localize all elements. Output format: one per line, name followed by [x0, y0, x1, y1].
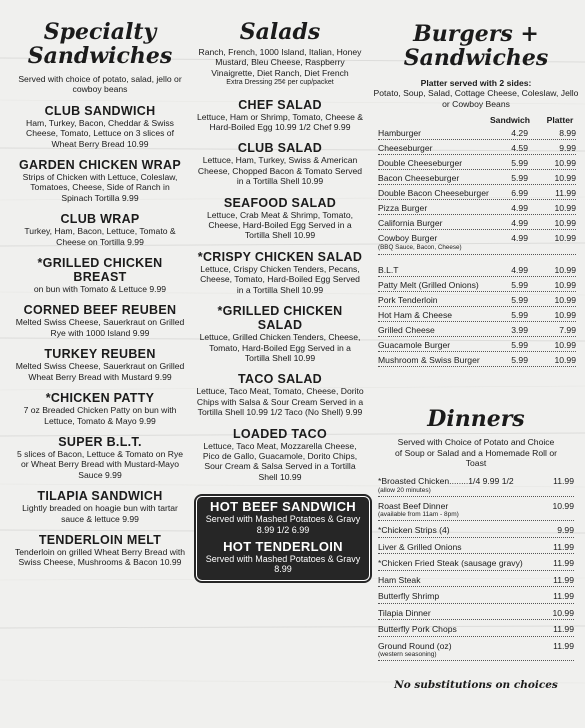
dinner-row	[378, 641, 574, 662]
item-name: CLUB SALAD	[237, 141, 323, 156]
platter-price: 9.99	[559, 143, 576, 154]
item-name: SEAFOOD SALAD	[223, 195, 337, 210]
item-name: TURKEY REUBEN	[44, 347, 156, 362]
menu-item	[14, 533, 186, 568]
sandwich-price: 4.99	[511, 203, 528, 214]
burger-line	[378, 188, 576, 198]
item-name: TILAPIA SANDWICH	[37, 489, 163, 504]
burger-row	[378, 295, 576, 307]
burger-name: Double Cheeseburger	[378, 158, 463, 169]
dinner-name: Butterfly Pork Chops	[378, 624, 457, 635]
no-substitutions-note: No substitutions on choices	[394, 679, 558, 692]
platter-price: 8.99	[559, 128, 576, 139]
item-name: HOT BEEF SANDWICH	[210, 499, 356, 515]
burger-row	[378, 128, 576, 140]
burger-line	[378, 295, 576, 305]
menu-item	[196, 427, 364, 483]
burger-note: (BBQ Sauce, Bacon, Cheese)	[378, 244, 462, 252]
platter-subtitle: Platter served with 2 sides:	[420, 78, 532, 88]
burger-name: Pork Tenderloin	[378, 295, 438, 306]
dinner-line	[378, 608, 574, 619]
item-description: Melted Swiss Cheese, Sauerkraut on Grilled Wheat Berry Bread with Mustard 9.99	[15, 361, 185, 382]
item-description: Melted Swiss Cheese, Sauerkraut on Grilled Rye with 1000 Island 9.99	[15, 317, 185, 338]
dinner-line	[378, 501, 574, 512]
burger-line	[378, 128, 576, 138]
dinner-row	[378, 575, 574, 588]
item-name: GARDEN CHICKEN WRAP	[19, 158, 181, 173]
dinner-row	[378, 624, 574, 637]
dinners-subtitle: Served with Choice of Potato and Choice of Soup or Salad and a Homemade Roll or Toast	[395, 437, 557, 469]
item-name: *GRILLED CHICKEN SALAD	[217, 304, 343, 333]
platter-price: 10.99	[554, 310, 576, 321]
dinner-line	[378, 558, 574, 569]
burger-row	[378, 355, 576, 367]
platter-price: 11.99	[555, 188, 576, 199]
burger-line	[378, 355, 576, 365]
sandwich-price: 5.99	[511, 295, 528, 306]
sandwich-price: 4.99	[511, 218, 528, 229]
item-name: CHEF SALAD	[238, 97, 322, 112]
platter-price: 10.99	[554, 173, 576, 184]
burger-line	[378, 218, 576, 228]
item-description: Lettuce, Grilled Chicken Tenders, Cheese, Tomato, Hard-Boiled Egg Served in a Tortilla Shell 10.99	[199, 332, 361, 363]
burger-name: Cowboy Burger	[378, 233, 438, 244]
sandwich-price: 4.29	[511, 128, 528, 139]
platter-price: 10.99	[554, 295, 576, 306]
burger-line	[378, 340, 576, 350]
platter-price: 10.99	[554, 340, 576, 351]
item-description: Served with Mashed Potatoes & Gravy 8.99	[205, 553, 361, 575]
dinner-name: Ham Steak	[378, 574, 421, 585]
item-description: Tenderloin on grilled Wheat Berry Bread with Swiss Cheese, Mushrooms & Bacon 10.99	[14, 546, 186, 568]
burger-line	[378, 280, 576, 290]
platter-price: 7.99	[559, 325, 576, 336]
burger-row	[378, 233, 576, 255]
dinner-line	[378, 575, 574, 586]
burger-row	[378, 280, 576, 292]
item-description: Lettuce, Crispy Chicken Tenders, Pecans, Cheese, Tomato, Hard-Boiled Egg Served in a Tortilla Shell 10.99	[200, 263, 360, 295]
dinner-row	[378, 476, 574, 497]
burger-row	[378, 143, 576, 155]
dinner-name: Tilapia Dinner	[378, 607, 431, 618]
burger-row	[378, 188, 576, 200]
dinner-price: 11.99	[553, 574, 574, 585]
burgers-section	[372, 0, 580, 691]
platter-price: 10.99	[554, 203, 576, 214]
dinner-price: 11.99	[553, 476, 574, 487]
specialty-subtitle: Served with choice of potato, salad, jello or cowboy beans	[18, 74, 182, 95]
menu-item	[14, 104, 186, 149]
item-description: Lettuce, Taco Meat, Mozzarella Cheese, Pico de Gallo, Guacamole, Dorito Chips, Sour Cream & Salsa Served in a Tortilla Shell 10.99	[202, 440, 358, 482]
dinner-note: (allow 20 minutes)	[378, 486, 431, 494]
item-description: Served with Mashed Potatoes & Gravy 8.99 1/2 6.99	[205, 514, 361, 535]
item-description: Lettuce, Ham, Turkey, Swiss & American Cheese, Chopped Bacon & Tomato Served in a Tortilla Shell 10.99	[197, 155, 363, 187]
platter-price: 10.99	[554, 280, 576, 291]
burger-name: Pizza Burger	[378, 203, 428, 214]
dinner-line	[378, 624, 574, 635]
hot-item	[202, 540, 364, 575]
platter-price: 10.99	[554, 265, 576, 276]
dinner-name: Butterfly Shrimp	[378, 591, 440, 602]
menu-item	[196, 98, 364, 133]
burger-line	[378, 233, 576, 243]
dinner-line	[378, 591, 574, 602]
menu-item	[14, 212, 186, 247]
menu-item	[14, 435, 186, 480]
burger-row	[378, 218, 576, 230]
dinner-name: Roast Beef Dinner	[378, 500, 449, 511]
sandwich-price: 5.99	[511, 310, 528, 321]
item-description: Lettuce, Taco Meat, Tomato, Cheese, Dorito Chips with Salsa & Sour Cream Served in a Tortilla Shell 10.99 1/2 Taco (No Shell) 9.99	[196, 386, 364, 418]
platter-price: 10.99	[554, 218, 576, 229]
dinner-row	[378, 542, 574, 555]
dinner-price: 10.99	[552, 500, 574, 511]
item-name: HOT TENDERLOIN	[223, 538, 343, 554]
dinner-price: 11.99	[553, 640, 574, 651]
item-description: Turkey, Ham, Bacon, Lettuce, Tomato & Cheese on Tortilla 9.99	[24, 226, 176, 247]
sandwich-price: 5.99	[511, 340, 528, 351]
burger-name: Hot Ham & Cheese	[378, 310, 453, 321]
burger-row	[378, 158, 576, 170]
platter-sides: Potato, Soup, Salad, Cottage Cheese, Coleslaw, Jello or Cowboy Beans	[373, 88, 579, 109]
sandwich-header: Sandwich	[489, 115, 531, 126]
item-description: Lettuce, Ham or Shrimp, Tomato, Cheese & Hard-Boiled Egg 10.99 1/2 Chef 9.99	[196, 111, 364, 133]
sandwich-price: 4.99	[511, 265, 528, 276]
dinner-price: 11.99	[553, 624, 574, 635]
dinners-title: Dinners	[427, 406, 525, 433]
salads-title: Salads	[239, 19, 321, 45]
dinner-line	[378, 525, 574, 536]
item-name: CLUB WRAP	[60, 212, 140, 227]
item-name: *GRILLED CHICKEN BREAST	[37, 256, 163, 285]
dinner-row	[378, 501, 574, 522]
burger-name: Grilled Cheese	[378, 325, 435, 336]
hot-sandwich-box	[196, 496, 370, 581]
burger-line	[378, 265, 576, 275]
burger-line	[378, 310, 576, 320]
item-description: Lightly breaded on hoagie bun with tartar sauce & lettuce 9.99	[22, 503, 178, 524]
platter-header: Platter	[546, 115, 574, 126]
dinner-row	[378, 558, 574, 571]
burger-name: Cheeseburger	[378, 143, 433, 154]
burger-row	[378, 173, 576, 185]
sandwich-price: 3.99	[511, 325, 528, 336]
item-description: 5 slices of Bacon, Lettuce & Tomato on Rye or Wheat Berry Bread with Mustard-Mayo Sauce 9.99	[16, 448, 184, 480]
menu-item	[196, 141, 364, 186]
menu-item	[196, 250, 364, 295]
specialty-title: Specialty Sandwiches	[27, 19, 173, 69]
dinner-price: 11.99	[553, 591, 574, 602]
menu-item	[14, 158, 186, 203]
burger-name: Bacon Cheeseburger	[378, 173, 460, 184]
platter-price: 10.99	[554, 355, 576, 366]
item-name: *CRISPY CHICKEN SALAD	[197, 249, 363, 264]
sandwich-price: 4.59	[511, 143, 528, 154]
sandwich-price: 6.99	[511, 188, 528, 199]
burger-row	[378, 310, 576, 322]
platter-price: 10.99	[554, 158, 576, 169]
dressings-list: Ranch, French, 1000 Island, Italian, Honey Mustard, Bleu Cheese, Raspberry Vinaigrette, Diet Ranch, Diet French	[198, 47, 362, 78]
item-name: CORNED BEEF REUBEN	[23, 303, 177, 318]
sandwich-price: 5.99	[511, 173, 528, 184]
dinner-price: 11.99	[553, 541, 574, 552]
dinner-row	[378, 608, 574, 621]
price-header	[372, 115, 580, 125]
dinner-price: 10.99	[552, 607, 574, 618]
burger-row	[378, 325, 576, 337]
menu-item	[14, 489, 186, 524]
extra-dressing-note: Extra Dressing 25¢ per cup/packet	[226, 79, 334, 87]
salads-section	[196, 0, 364, 581]
menu-item	[196, 196, 364, 241]
burger-name: Mushroom & Swiss Burger	[378, 355, 480, 366]
burger-row	[378, 340, 576, 352]
specialty-sandwiches-section	[14, 0, 186, 568]
burger-line	[378, 158, 576, 168]
item-description: 7 oz Breaded Chicken Patty on bun with Lettuce, Tomato & Mayo 9.99	[23, 405, 177, 426]
item-description: on bun with Tomato & Lettuce 9.99	[33, 284, 167, 295]
burger-line	[378, 173, 576, 183]
burger-name: California Burger	[378, 218, 443, 229]
dinner-note: (available from 11am - 8pm)	[378, 511, 459, 519]
dinner-line	[378, 641, 574, 652]
burger-name: Patty Melt (Grilled Onions)	[378, 280, 479, 291]
item-name: *CHICKEN PATTY	[45, 391, 155, 406]
dinner-line	[378, 542, 574, 553]
sandwich-price: 5.99	[511, 355, 528, 366]
dinner-name: *Chicken Fried Steak (sausage gravy)	[378, 558, 523, 569]
burger-name: Double Bacon Cheeseburger	[378, 188, 489, 199]
dinner-note: (western seasoning)	[378, 651, 437, 659]
sandwich-price: 4.99	[511, 233, 528, 244]
dinner-row	[378, 591, 574, 604]
burger-row	[378, 203, 576, 215]
item-name: TACO SALAD	[237, 372, 322, 387]
burgers-title: Burgers + Sandwiches	[403, 21, 549, 71]
burger-row	[378, 265, 576, 277]
menu-item	[14, 256, 186, 294]
dinner-name: *Chicken Strips (4)	[378, 525, 450, 536]
hot-item	[202, 500, 364, 535]
burger-line	[378, 143, 576, 153]
item-name: SUPER B.L.T.	[58, 434, 142, 449]
sandwich-price: 5.99	[511, 280, 528, 291]
burger-name: Hamburger	[378, 128, 421, 139]
burger-line	[378, 325, 576, 335]
burger-name: Guacamole Burger	[378, 340, 451, 351]
dinner-row	[378, 525, 574, 538]
item-description: Ham, Turkey, Bacon, Cheddar & Swiss Cheese, Tomato, Lettuce on 3 slices of Wheat Berry Bread 10.99	[26, 117, 174, 149]
dinner-price: 9.99	[557, 525, 574, 536]
burger-line	[378, 203, 576, 213]
menu-item	[14, 303, 186, 338]
item-name: CLUB SANDWICH	[44, 103, 156, 118]
platter-price: 10.99	[554, 233, 576, 244]
menu-item	[196, 372, 364, 417]
menu-item	[196, 304, 364, 363]
item-name: LOADED TACO	[232, 426, 328, 441]
dinner-name: *Broasted Chicken........1/4 9.99 1/2	[378, 476, 514, 487]
menu-item	[14, 391, 186, 426]
burger-name: B.L.T	[378, 265, 399, 276]
menu-item	[14, 347, 186, 382]
item-description: Lettuce, Crab Meat & Shrimp, Tomato, Cheese, Hard-Boiled Egg Served in a Tortilla Shell 10.99	[206, 209, 353, 241]
dinner-name: Liver & Grilled Onions	[378, 541, 462, 552]
sandwich-price: 5.99	[511, 158, 528, 169]
dinner-line	[378, 476, 574, 487]
dinner-name: Ground Round (oz)	[378, 640, 452, 651]
dinner-price: 11.99	[553, 558, 574, 569]
item-description: Strips of Chicken with Lettuce, Coleslaw, Tomatoes, Cheese, Side of Ranch in Spinach Tortilla 9.99	[22, 172, 178, 203]
item-name: TENDERLOIN MELT	[38, 532, 162, 547]
